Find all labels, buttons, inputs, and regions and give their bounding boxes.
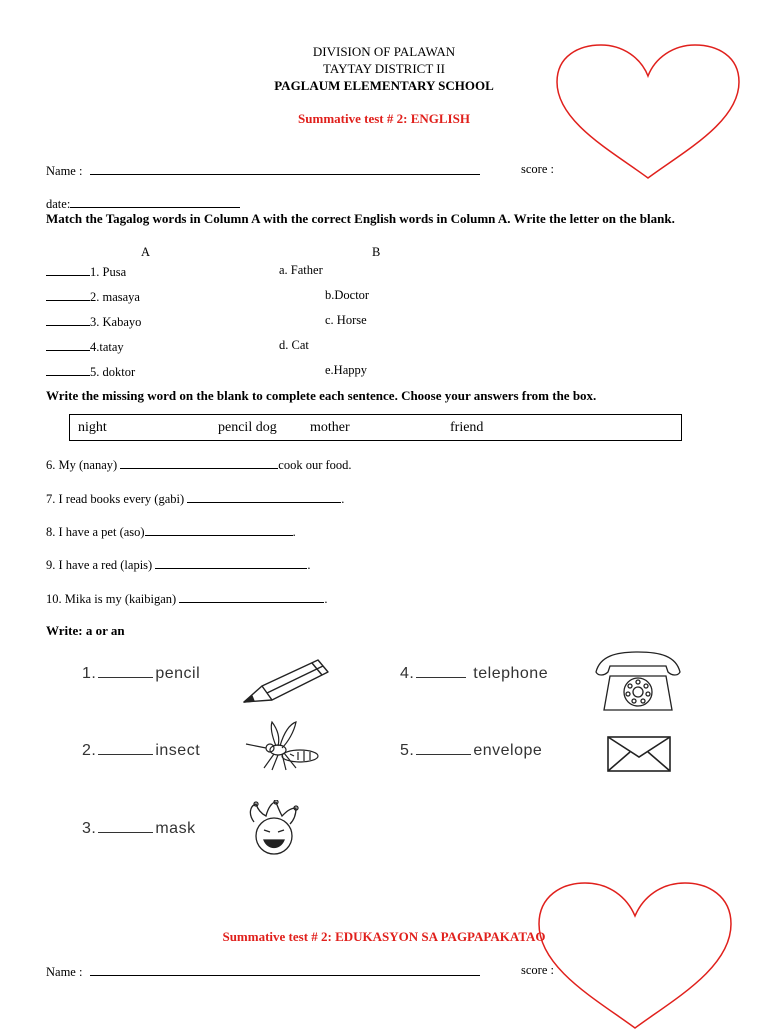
a-an-item: 1. pencil: [82, 665, 201, 682]
heart-outline-icon: [535, 880, 735, 1030]
match-option: d. Cat: [279, 338, 309, 352]
match-item: 1. Pusa: [46, 263, 126, 280]
match-item: 5. doktor: [46, 363, 135, 380]
division-header: DIVISION OF PALAWAN: [312, 44, 456, 59]
sentence-item: 7. I read books every (gabi) .: [46, 492, 345, 506]
sentence-blank[interactable]: [120, 456, 278, 469]
sentence-blank[interactable]: [187, 490, 341, 503]
a-an-item: 5. envelope: [400, 742, 543, 759]
sentence-item: 9. I have a red (lapis) .: [46, 558, 311, 572]
name-row: [46, 162, 480, 179]
date-blank[interactable]: [70, 195, 240, 208]
sentence-item: 10. Mika is my (kaibigan) .: [46, 592, 328, 606]
a-an-item: 4. telephone: [400, 665, 549, 682]
a-or-an-instructions: Write: a or an: [46, 623, 125, 638]
answer-blank[interactable]: [46, 338, 90, 351]
word-box-item: night: [78, 420, 107, 435]
name-blank[interactable]: [90, 162, 480, 175]
word-box-item: mother: [310, 420, 350, 435]
date-row: [46, 195, 240, 212]
word-box: [69, 414, 682, 441]
column-b-header: B: [372, 245, 381, 259]
article-blank[interactable]: [98, 741, 153, 755]
a-an-item: 3. mask: [82, 820, 196, 837]
article-blank[interactable]: [98, 819, 153, 833]
answer-blank[interactable]: [46, 363, 90, 376]
score-label: score :: [521, 963, 554, 977]
answer-blank[interactable]: [46, 263, 90, 276]
name-label: Name :: [46, 164, 83, 178]
name-row: [46, 963, 480, 980]
match-option: b.Doctor: [325, 288, 370, 302]
mosquito-icon: [242, 720, 326, 772]
word-box-item: friend: [450, 420, 484, 435]
match-option: c. Horse: [325, 313, 367, 327]
sentence-item: 6. My (nanay) cook our food.: [46, 458, 352, 472]
name-label: Name :: [46, 965, 83, 979]
article-blank[interactable]: [98, 664, 153, 678]
sentence-item: 8. I have a pet (aso) .: [46, 525, 296, 539]
test-title-esp: Summative test # 2: EDUKASYON SA PAGPAPAKATAO: [222, 929, 546, 944]
match-option: e.Happy: [325, 363, 367, 377]
answer-blank[interactable]: [46, 288, 90, 301]
pencil-icon: [240, 656, 334, 706]
match-option: a. Father: [279, 263, 323, 277]
score-label: score :: [521, 162, 554, 176]
column-a-header: A: [141, 245, 151, 259]
match-item: 3. Kabayo: [46, 313, 141, 330]
a-an-item: 2. insect: [82, 742, 201, 759]
test-title-english: Summative test # 2: ENGLISH: [298, 111, 470, 126]
envelope-icon: [606, 735, 672, 773]
sentence-blank[interactable]: [179, 590, 324, 603]
article-blank[interactable]: [416, 664, 466, 678]
date-label: date:: [46, 197, 71, 211]
match-item: 2. masaya: [46, 288, 140, 305]
name-blank[interactable]: [90, 963, 480, 976]
district-header: TAYTAY DISTRICT II: [323, 61, 445, 76]
jester-mask-icon: [244, 800, 306, 858]
matching-instructions: Match the Tagalog words in Column A with the correct English words in Column A. Write the letter on the blank.: [46, 211, 675, 226]
sentence-blank[interactable]: [155, 556, 307, 569]
match-item: 4.tatay: [46, 338, 124, 355]
fill-in-instructions: Write the missing word on the blank to complete each sentence. Choose your answers from the box.: [46, 388, 597, 403]
article-blank[interactable]: [416, 741, 471, 755]
word-box-item: pencil dog: [218, 420, 277, 435]
sentence-blank[interactable]: [145, 523, 293, 536]
answer-blank[interactable]: [46, 313, 90, 326]
school-name: PAGLAUM ELEMENTARY SCHOOL: [274, 78, 494, 93]
rotary-telephone-icon: [592, 648, 684, 716]
